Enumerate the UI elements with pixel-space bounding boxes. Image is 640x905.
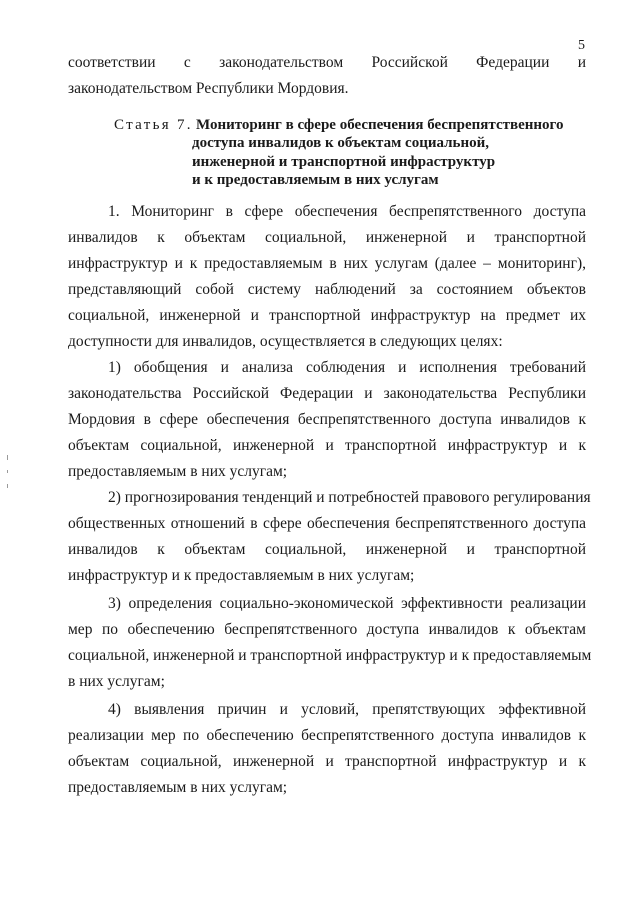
text-line: 4) выявления причин и условий, препятствующих эффективной (108, 701, 586, 718)
text-line: объектам социальной, инженерной и транспортной инфраструктур и к (68, 437, 586, 454)
scan-artifact (7, 470, 8, 473)
text-line: соответствии с законодательством Российской Федерации и (68, 54, 586, 71)
article-title-line: инженерной и транспортной инфраструктур (192, 154, 496, 170)
article-title-line: Мониторинг в сфере обеспечения беспрепятственного (196, 117, 564, 133)
text-line: представляющий собой систему наблюдений за состоянием объектов (68, 281, 586, 298)
text-line: предоставляемым в них услугам; (68, 463, 288, 480)
scan-artifact (7, 484, 8, 488)
text-line: предоставляемым в них услугам; (68, 779, 288, 796)
text-line: мер по обеспечению беспрепятственного доступа инвалидов к объектам (68, 621, 586, 638)
text-line: Мордовия в сфере обеспечения беспрепятственного доступа инвалидов к (68, 411, 586, 428)
text-line: 1. Мониторинг в сфере обеспечения беспрепятственного доступа (108, 203, 586, 220)
article-title-line: и к предоставляемым в них услугам (192, 172, 439, 188)
text-line: 3) определения социально-экономической эффективности реализации (108, 595, 586, 612)
text-line: доступности для инвалидов, осуществляется в следующих целях: (68, 333, 503, 350)
text-line: объектам социальной, инженерной и транспортной инфраструктур и к (68, 753, 586, 770)
text-line: инвалидов к объектам социальной, инженерной и транспортной (68, 229, 586, 246)
text-line: законодательством Республики Мордовия. (68, 80, 349, 97)
text-line: в них услугам; (68, 673, 165, 690)
scan-artifact (7, 455, 8, 460)
page-number: 5 (578, 38, 585, 53)
text-line: инфраструктур и к предоставляемым в них услугам (далее – мониторинг), (68, 255, 586, 272)
text-line: реализации мер по обеспечению беспрепятственного доступа инвалидов к (68, 727, 586, 744)
text-line: 2) прогнозирования тенденций и потребностей правового регулирования (108, 489, 591, 506)
article-label: Статья 7. (114, 117, 193, 133)
article-title-line: доступа инвалидов к объектам социальной, (192, 135, 489, 151)
text-line: социальной, инженерной и транспортной инфраструктур и к предоставляемым (68, 647, 592, 664)
text-line: инвалидов к объектам социальной, инженерной и транспортной (68, 541, 586, 558)
text-line: законодательства Российской Федерации и законодательства Республики (68, 385, 586, 402)
text-line: общественных отношений в сфере обеспечения беспрепятственного доступа (68, 515, 586, 532)
text-line: инфраструктур и к предоставляемым в них услугам; (68, 567, 415, 584)
text-line: 1) обобщения и анализа соблюдения и исполнения требований (108, 359, 586, 376)
text-line: социальной, инженерной и транспортной инфраструктур на предмет их (68, 307, 586, 324)
